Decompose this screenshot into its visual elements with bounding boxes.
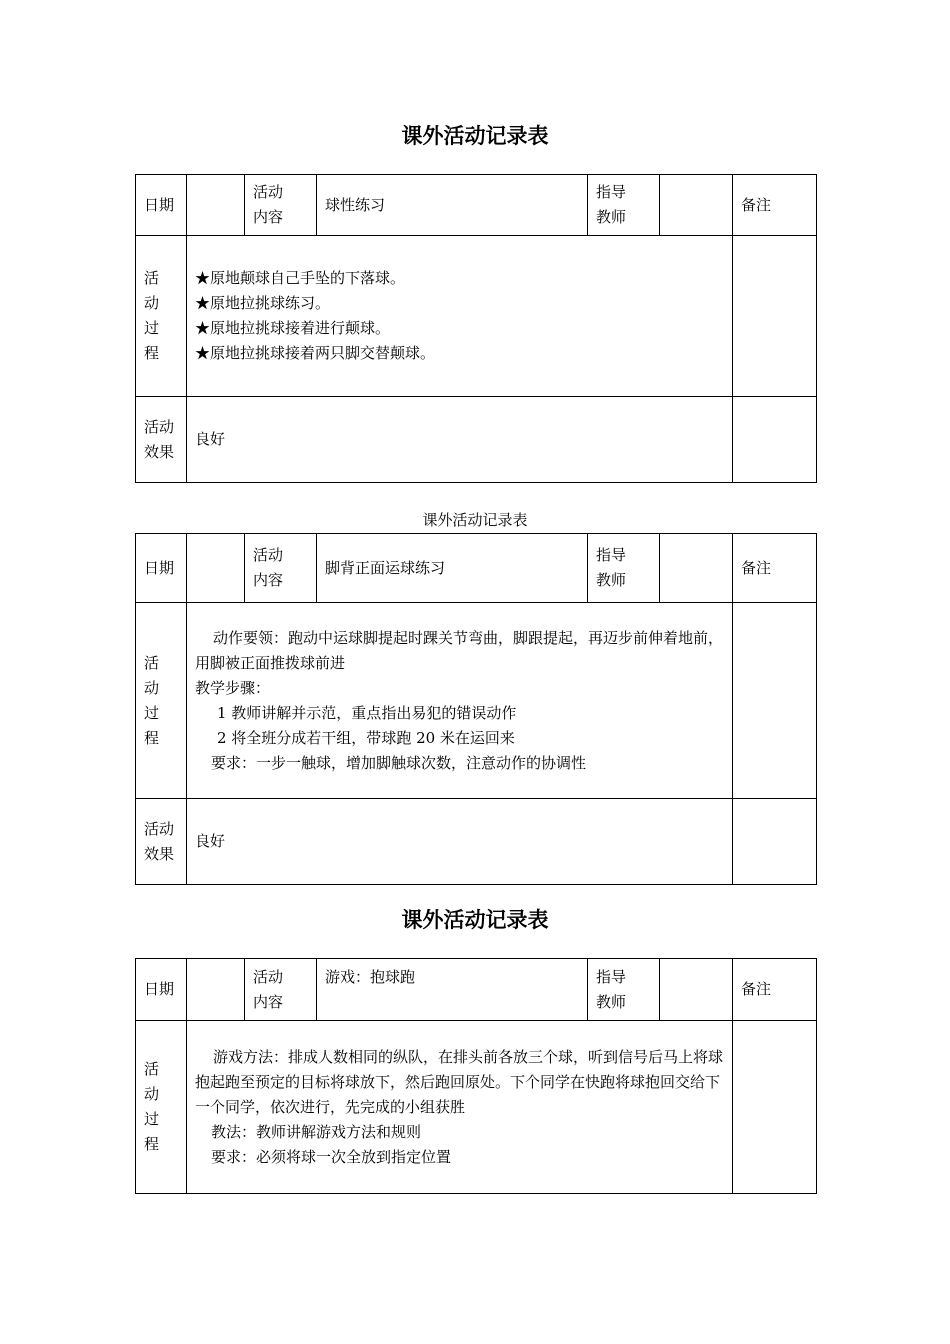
effect-label-line: 活动 bbox=[144, 819, 175, 838]
process-label-char: 程 bbox=[144, 344, 160, 362]
content-label-line: 活动 bbox=[253, 546, 284, 564]
process-line: ★原地颠球自己手坠的下落球。 bbox=[195, 269, 406, 287]
teacher-value bbox=[660, 534, 733, 603]
effect-row bbox=[136, 799, 817, 885]
remark-label: 备注 bbox=[733, 959, 817, 1021]
process-content bbox=[187, 1021, 733, 1194]
teacher-value bbox=[660, 175, 733, 236]
process-content bbox=[187, 603, 733, 799]
activity-record-table-3 bbox=[135, 958, 817, 1194]
content-label-line: 内容 bbox=[253, 208, 284, 226]
teacher-label-line: 教师 bbox=[596, 208, 627, 226]
process-label-char: 活 bbox=[144, 653, 160, 672]
content-label-line: 内容 bbox=[253, 571, 284, 589]
content-label bbox=[245, 175, 317, 236]
effect-label-line: 效果 bbox=[144, 844, 175, 863]
teacher-label-line: 指导 bbox=[596, 967, 627, 986]
process-label bbox=[136, 603, 187, 799]
process-line: 1 教师讲解并示范，重点指出易犯的错误动作 bbox=[217, 703, 517, 722]
process-line: ★原地拉挑球接着两只脚交替颠球。 bbox=[195, 344, 436, 362]
effect-row bbox=[136, 397, 817, 483]
content-label bbox=[245, 959, 317, 1021]
process-line: 教学步骤： bbox=[195, 678, 271, 697]
effect-label bbox=[136, 397, 187, 483]
process-label-char: 过 bbox=[144, 703, 160, 722]
teacher-value bbox=[660, 959, 733, 1021]
process-label-char: 程 bbox=[144, 1135, 160, 1153]
teacher-label-line: 教师 bbox=[596, 571, 627, 589]
effect-remark bbox=[733, 397, 817, 483]
table3-title: 课外活动记录表 bbox=[401, 907, 549, 932]
date-value bbox=[187, 175, 245, 236]
teacher-label bbox=[588, 534, 660, 603]
process-line: 2 将全班分成若干组，带球跑 20 米在运回来 bbox=[217, 728, 515, 747]
date-label: 日期 bbox=[136, 175, 187, 236]
process-label bbox=[136, 1021, 187, 1194]
remark-label: 备注 bbox=[733, 534, 817, 603]
remark-value bbox=[733, 1021, 817, 1194]
activity-record-table-1 bbox=[135, 174, 817, 483]
effect-remark bbox=[733, 799, 817, 885]
date-value bbox=[187, 959, 245, 1021]
process-label-char: 程 bbox=[144, 728, 160, 747]
date-label: 日期 bbox=[136, 959, 187, 1021]
header-row bbox=[136, 534, 817, 603]
process-line: 要求：一步一触球，增加脚触球次数，注意动作的协调性 bbox=[211, 753, 587, 772]
effect-label-line: 活动 bbox=[144, 417, 175, 436]
process-line: ★原地拉挑球接着进行颠球。 bbox=[195, 319, 391, 337]
process-label-char: 活 bbox=[144, 269, 160, 287]
activity-record-table-2 bbox=[135, 533, 817, 885]
remark-value bbox=[733, 603, 817, 799]
header-row bbox=[136, 959, 817, 1021]
process-line: 动作要领：跑动中运球脚提起时踝关节弯曲，脚跟提起，再迈步前伸着地前，用脚被正面推拨球前进 bbox=[195, 628, 724, 672]
content-value: 脚背正面运球练习 bbox=[317, 534, 588, 603]
effect-label bbox=[136, 799, 187, 885]
content-label-line: 内容 bbox=[253, 992, 284, 1011]
content-value: 游戏：抱球跑 bbox=[317, 959, 588, 1021]
process-line: 要求：必须将球一次全放到指定位置 bbox=[211, 1147, 452, 1166]
teacher-label bbox=[588, 175, 660, 236]
date-value bbox=[187, 534, 245, 603]
process-label-char: 动 bbox=[144, 1085, 160, 1103]
process-row bbox=[136, 236, 817, 397]
content-label-line: 活动 bbox=[253, 183, 284, 201]
teacher-label-line: 指导 bbox=[596, 546, 627, 564]
process-content bbox=[187, 236, 733, 397]
process-label bbox=[136, 236, 187, 397]
process-label-char: 过 bbox=[144, 1110, 160, 1128]
header-row bbox=[136, 175, 817, 236]
remark-label: 备注 bbox=[733, 175, 817, 236]
remark-value bbox=[733, 236, 817, 397]
process-row bbox=[136, 1021, 817, 1194]
effect-label-line: 效果 bbox=[144, 442, 175, 461]
content-label bbox=[245, 534, 317, 603]
process-label-char: 动 bbox=[144, 294, 160, 312]
teacher-label-line: 指导 bbox=[596, 183, 627, 201]
process-line: 游戏方法：排成人数相同的纵队，在排头前各放三个球，听到信号后马上将球抱起跑至预定的目标将球放下，然后跑回原处。下个同学在快跑将球抱回交给下一个同学，依次进行，先完成的小组获胜 bbox=[195, 1047, 724, 1116]
table2-title: 课外活动记录表 bbox=[422, 511, 528, 529]
content-value: 球性练习 bbox=[317, 175, 588, 236]
process-line: ★原地拉挑球练习。 bbox=[195, 294, 331, 312]
process-label-char: 动 bbox=[144, 678, 160, 697]
teacher-label-line: 教师 bbox=[596, 992, 627, 1011]
content-label-line: 活动 bbox=[253, 967, 284, 986]
process-label-char: 活 bbox=[144, 1060, 160, 1078]
effect-value: 良好 bbox=[187, 799, 733, 885]
process-row bbox=[136, 603, 817, 799]
date-label: 日期 bbox=[136, 534, 187, 603]
effect-value: 良好 bbox=[187, 397, 733, 483]
process-line: 教法：教师讲解游戏方法和规则 bbox=[211, 1122, 422, 1141]
process-label-char: 过 bbox=[144, 319, 160, 337]
table1-title: 课外活动记录表 bbox=[401, 123, 549, 148]
teacher-label bbox=[588, 959, 660, 1021]
